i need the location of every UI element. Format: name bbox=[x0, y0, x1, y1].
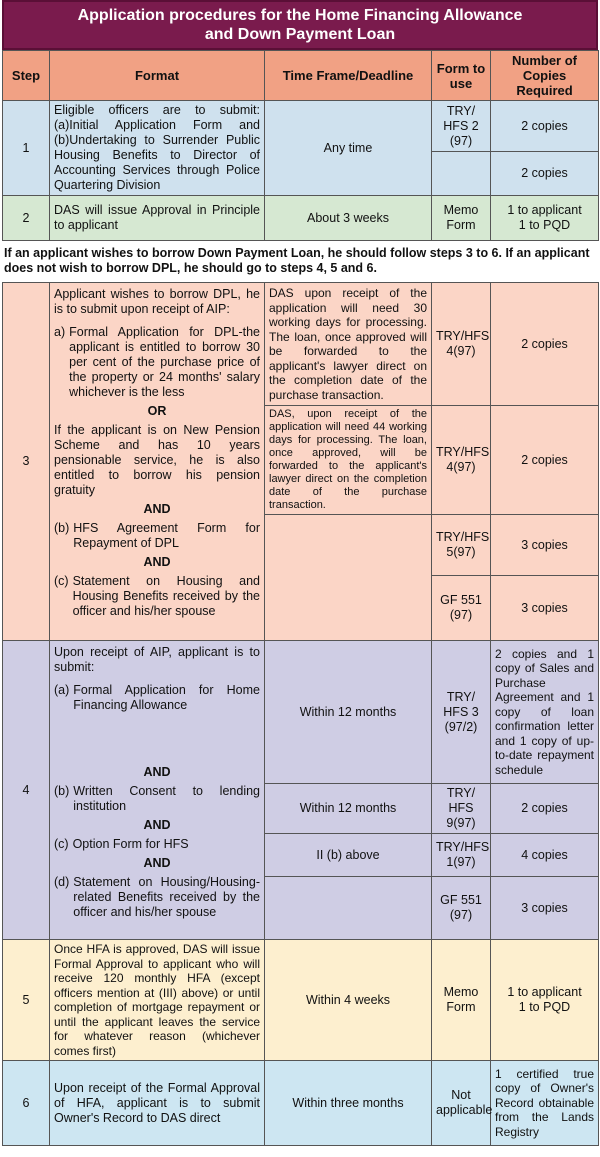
step-3-item-b bbox=[54, 521, 260, 551]
step-4-copies-a: 2 copies and 1 copy of Sales and Purchase Agreement and 1 copy of loan confirmation letter and 1 copy of up-to-date repayment schedule bbox=[491, 641, 599, 784]
step-3-pension: If the applicant is on New Pension Scheme and has 10 years pensionable service, he is also entitled to borrow his pension gratuity bbox=[54, 423, 260, 497]
step-4-item-c-label: (c) bbox=[54, 837, 69, 851]
step-4-item-d-text: Statement on Housing/Housing-related Benefits received by the officer and his/her spouse bbox=[73, 875, 260, 919]
step-2-time: About 3 weeks bbox=[265, 196, 432, 241]
step-3-form-a: TRY/HFS 4(97) bbox=[432, 283, 491, 406]
step-3-form-c: TRY/HFS 5(97) bbox=[432, 515, 491, 576]
step-3-form-d: GF 551 (97) bbox=[432, 576, 491, 641]
step-5-copies-1: 1 to applicant bbox=[507, 985, 582, 999]
step-5-row bbox=[3, 940, 599, 1061]
step-1-row bbox=[3, 101, 599, 152]
step-1-copies-b: 2 copies bbox=[491, 152, 599, 196]
step-4-format bbox=[50, 641, 265, 940]
step-4-copies-c: 4 copies bbox=[491, 834, 599, 877]
header-form: Form to use bbox=[432, 51, 491, 101]
step-4-form-c: TRY/HFS 1(97) bbox=[432, 834, 491, 877]
step-3-time-b: DAS, upon receipt of the application will need 44 working days for processing. The loan, once approved, will be forwarded to the applicant's lawyer direct on the completion date of the purchase transaction. bbox=[265, 406, 432, 515]
step-5-format: Once HFA is approved, DAS will issue Formal Approval to applicant who will receive 120 monthly HFA (except officers mention at (III) above) or until completion of mortgage repayment or until the applicant leaves the service for whatever reason (whichever comes first) bbox=[50, 940, 265, 1061]
step-4-item-c-text: Option Form for HFS bbox=[72, 837, 189, 851]
step-6-form: Not applicable bbox=[432, 1061, 491, 1146]
step-4-time-a: Within 12 months bbox=[265, 641, 432, 784]
step-4-item-a bbox=[54, 683, 260, 713]
step-6-row bbox=[3, 1061, 599, 1146]
title-line-2: and Down Payment Loan bbox=[204, 26, 396, 43]
step-3-item-a-label: a) bbox=[54, 325, 66, 339]
step-3-item-a-text: Formal Application for DPL-the applicant is entitled to borrow 30 per cent of the purchase price of the property or 24 months' salary whichever is the less bbox=[69, 325, 260, 399]
step-3-form-b: TRY/HFS 4(97) bbox=[432, 406, 491, 515]
step-3-intro: Applicant wishes to borrow DPL, he is to submit upon receipt of AIP: bbox=[54, 287, 260, 316]
step-3-format bbox=[50, 283, 265, 641]
step-3-copies-d: 3 copies bbox=[491, 576, 599, 641]
step-4-form-a: TRY/ HFS 3 (97/2) bbox=[432, 641, 491, 784]
step-5-time: Within 4 weeks bbox=[265, 940, 432, 1061]
step-3-item-c-label: (c) bbox=[54, 574, 69, 588]
step-3-copies-a: 2 copies bbox=[491, 283, 599, 406]
step-4-form-d: GF 551 (97) bbox=[432, 877, 491, 940]
step-4-time-b: Within 12 months bbox=[265, 784, 432, 834]
table-header-row bbox=[3, 51, 599, 101]
step-3-item-b-text: HFS Agreement Form for Repayment of DPL bbox=[73, 521, 260, 550]
steps-table-top bbox=[2, 50, 599, 241]
document bbox=[2, 0, 598, 1146]
step-6-format: Upon receipt of the Formal Approval of HFA, applicant is to submit Owner's Record to DAS direct bbox=[50, 1061, 265, 1146]
step-2-copies-2: 1 to PQD bbox=[518, 218, 571, 232]
page-title bbox=[2, 0, 598, 50]
step-1-time: Any time bbox=[265, 101, 432, 196]
step-4-and-2: AND bbox=[143, 818, 171, 832]
step-3-item-c-text: Statement on Housing and Housing Benefits received by the officer and his/her spouse bbox=[72, 574, 260, 618]
step-4-copies-d: 3 copies bbox=[491, 877, 599, 940]
step-2-form: Memo Form bbox=[432, 196, 491, 241]
step-4-number: 4 bbox=[3, 641, 50, 940]
step-1-form-empty bbox=[432, 152, 491, 196]
header-format: Format bbox=[50, 51, 265, 101]
step-4-copies-b: 2 copies bbox=[491, 784, 599, 834]
header-copies: Number of Copies Required bbox=[491, 51, 599, 101]
step-1-format: Eligible officers are to submit:(a)Initial Application Form and (b)Undertaking to Surrender Public Housing Benefits to Director of Accounting Services through Police Quartering Division bbox=[50, 101, 265, 196]
step-3-number: 3 bbox=[3, 283, 50, 641]
step-4-item-b bbox=[54, 784, 260, 814]
step-4-row-a bbox=[3, 641, 599, 784]
step-2-row bbox=[3, 196, 599, 241]
step-4-form-b: TRY/ HFS 9(97) bbox=[432, 784, 491, 834]
step-1-form: TRY/ HFS 2 (97) bbox=[432, 101, 491, 152]
step-6-time: Within three months bbox=[265, 1061, 432, 1146]
step-3-time-empty bbox=[265, 515, 432, 641]
title-line-1: Application procedures for the Home Financing Allowance bbox=[77, 7, 523, 24]
step-3-row-a bbox=[3, 283, 599, 406]
step-5-form: Memo Form bbox=[432, 940, 491, 1061]
step-4-item-a-label: (a) bbox=[54, 683, 70, 697]
step-4-intro: Upon receipt of AIP, applicant is to submit: bbox=[54, 645, 260, 674]
step-4-and-3: AND bbox=[143, 856, 171, 870]
step-3-item-c bbox=[54, 574, 260, 619]
step-3-item-b-label: (b) bbox=[54, 521, 70, 535]
step-4-item-d bbox=[54, 875, 260, 920]
step-3-and-1: AND bbox=[143, 502, 171, 516]
step-1-number: 1 bbox=[3, 101, 50, 196]
step-3-or: OR bbox=[147, 404, 167, 418]
step-3-time-a: DAS upon receipt of the application will need 30 working days for processing. The loan, once approved will be forwarded to the applicant's lawyer direct on the completion date of the purchase transaction. bbox=[265, 283, 432, 406]
step-4-item-c bbox=[54, 837, 260, 852]
step-4-item-a-text: Formal Application for Home Financing Allowance bbox=[73, 683, 260, 712]
header-time: Time Frame/Deadline bbox=[265, 51, 432, 101]
step-1-copies-a: 2 copies bbox=[491, 101, 599, 152]
step-2-copies bbox=[491, 196, 599, 241]
step-6-number: 6 bbox=[3, 1061, 50, 1146]
dpl-note: If an applicant wishes to borrow Down Payment Loan, he should follow steps 3 to 6. If an applicant does not wish to borrow DPL, he should go to steps 4, 5 and 6. bbox=[4, 246, 590, 275]
step-5-number: 5 bbox=[3, 940, 50, 1061]
step-5-copies-2: 1 to PQD bbox=[518, 1000, 571, 1014]
step-4-time-c: II (b) above bbox=[265, 834, 432, 877]
step-3-and-2: AND bbox=[143, 555, 171, 569]
step-3-copies-b: 2 copies bbox=[491, 406, 599, 515]
step-4-item-b-text: Written Consent to lending institution bbox=[73, 784, 260, 813]
step-4-item-b-label: (b) bbox=[54, 784, 70, 798]
step-4-time-empty bbox=[265, 877, 432, 940]
step-3-copies-c: 3 copies bbox=[491, 515, 599, 576]
step-2-copies-1: 1 to applicant bbox=[507, 203, 582, 217]
step-6-copies: 1 certified true copy of Owner's Record obtainable from the Lands Registry bbox=[491, 1061, 599, 1146]
step-4-item-d-label: (d) bbox=[54, 875, 70, 889]
steps-table-bottom bbox=[2, 282, 599, 1146]
header-step: Step bbox=[3, 51, 50, 101]
step-2-format: DAS will issue Approval in Principle to applicant bbox=[50, 196, 265, 241]
step-5-copies bbox=[491, 940, 599, 1061]
step-4-and-1: AND bbox=[143, 765, 171, 779]
step-2-number: 2 bbox=[3, 196, 50, 241]
step-3-item-a bbox=[54, 325, 260, 400]
